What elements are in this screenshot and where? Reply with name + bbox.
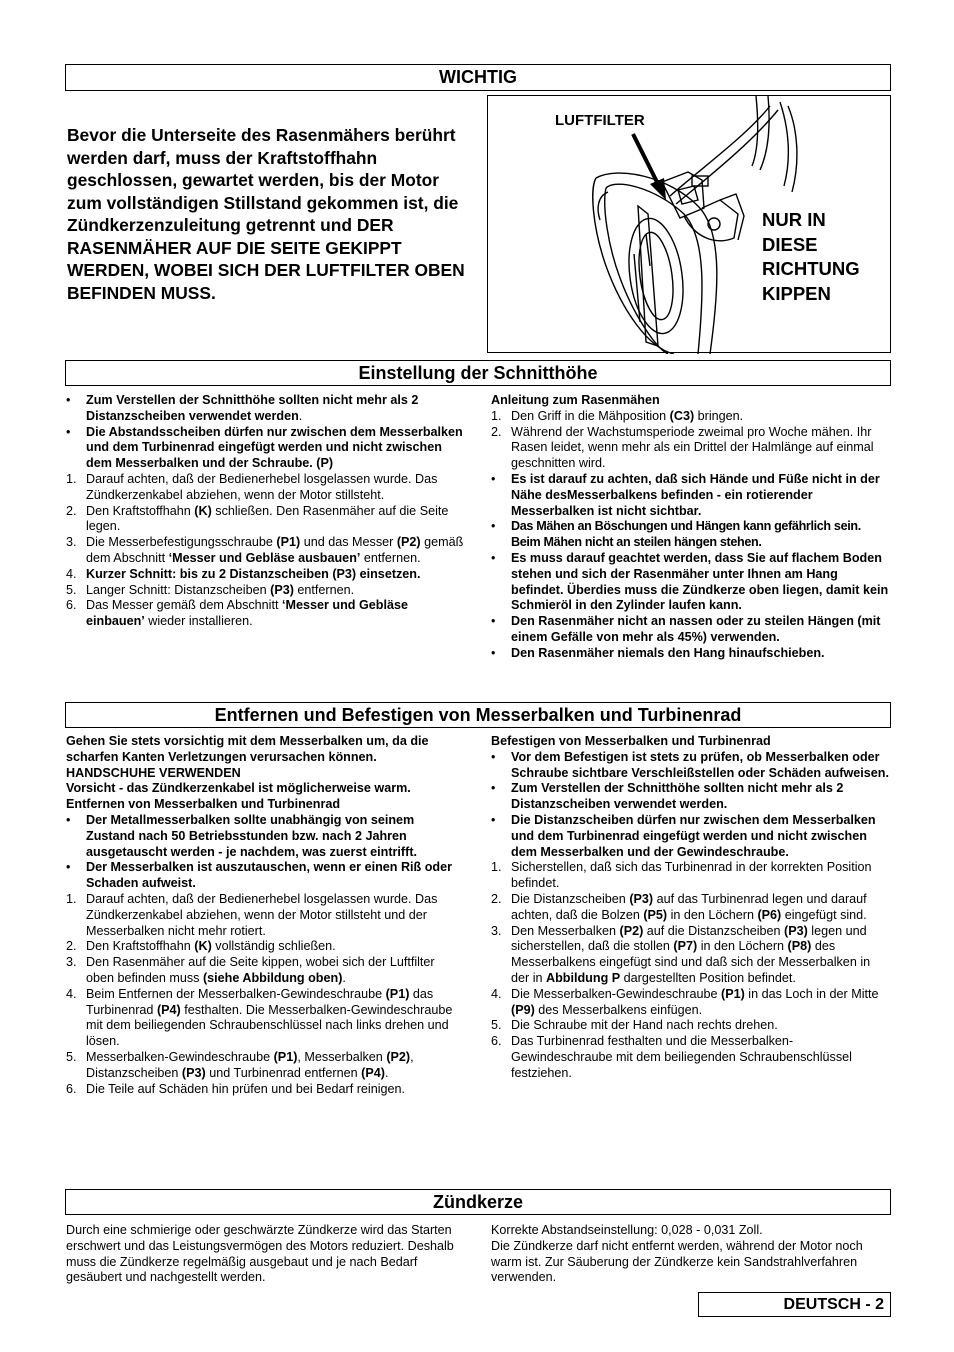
mower-figure bbox=[487, 95, 891, 353]
list-marker: • bbox=[491, 645, 496, 660]
list-item bbox=[491, 750, 891, 782]
list-marker: • bbox=[491, 812, 496, 827]
list-item bbox=[491, 1018, 891, 1034]
schnitthoehe-right bbox=[491, 393, 891, 662]
list-text: Den Messerbalken (P2) auf die Distanzscheiben (P3) legen und sicherstellen, daß die stollen (P7) in den Löchern (P8) des Messerbalkens eingefügt sind und daß sich der Messerbalken in der in Abbildung P dargestellten Position befindet. bbox=[511, 923, 871, 985]
list-marker: • bbox=[66, 860, 71, 875]
list-text: Die Distanzscheiben (P3) auf das Turbinenrad legen und darauf achten, daß die Bolzen (P5) in den Löchern (P6) eingefügt sind. bbox=[511, 891, 867, 922]
list-text: Langer Schnitt: Distanzscheiben (P3) entfernen. bbox=[86, 582, 355, 597]
list-marker: 5. bbox=[66, 582, 77, 597]
list-item bbox=[66, 393, 466, 425]
install-heading: Befestigen von Messerbalken und Turbinenrad bbox=[491, 734, 771, 748]
list-text: Messerbalken-Gewindeschraube (P1), Messerbalken (P2), Distanzscheiben (P3) und Turbinenrad entfernen (P4). bbox=[86, 1049, 414, 1080]
messerbalken-intro bbox=[66, 734, 466, 813]
list-item bbox=[66, 860, 466, 892]
list-marker: 3. bbox=[66, 535, 77, 550]
tip-line: RICHTUNG bbox=[762, 258, 860, 279]
schnitthoehe-left bbox=[66, 393, 466, 630]
list-marker: • bbox=[491, 471, 496, 486]
tip-line: DIESE bbox=[762, 233, 818, 255]
list-marker: • bbox=[66, 812, 71, 827]
list-item bbox=[491, 813, 891, 860]
install-list bbox=[491, 750, 891, 1082]
list-marker: 1. bbox=[491, 860, 502, 875]
list-item bbox=[66, 813, 466, 860]
list-marker: 4. bbox=[491, 986, 502, 1001]
list-item bbox=[66, 598, 466, 630]
messerbalken-right bbox=[491, 734, 891, 1082]
list-text: Die Teile auf Schäden hin prüfen und bei Bedarf reinigen. bbox=[86, 1081, 406, 1096]
list-text: Darauf achten, daß der Bedienerhebel losgelassen wurde. Das Zündkerzenkabel abziehen, wenn der Motor stillsteht. bbox=[86, 471, 438, 502]
messerbalken-header: Entfernen und Befestigen von Messerbalken und Turbinenrad bbox=[65, 702, 891, 728]
list-item bbox=[491, 472, 891, 519]
list-text: Zum Verstellen der Schnitthöhe sollten nicht mehr als 2 Distanzscheiben verwendet werden. bbox=[86, 393, 419, 423]
list-text: Die Distanzscheiben dürfen nur zwischen dem Messerbalken und dem Turbinenrad eingefügt werden und nicht zwischen dem Messerbalken und der Gewindeschraube. bbox=[511, 812, 876, 859]
list-text: Die Messerbefestigungsschraube (P1) und das Messer (P2) gemäß dem Abschnitt ‘Messer und Gebläse ausbauen’ entfernen. bbox=[86, 535, 464, 565]
list-marker: 3. bbox=[491, 923, 502, 938]
list-text: Die Schraube mit der Hand nach rechts drehen. bbox=[511, 1018, 778, 1033]
list-text: Während der Wachstumsperiode zweimal pro Woche mähen. Ihr Rasen leidet, wenn mehr als ein Drittel der Halmlänge auf einmal geschnitten wird. bbox=[511, 424, 874, 471]
list-marker: • bbox=[491, 749, 496, 764]
list-item bbox=[491, 781, 891, 813]
schnitthoehe-header: Einstellung der Schnitthöhe bbox=[65, 360, 891, 386]
list-item bbox=[491, 860, 891, 892]
list-text: Kurzer Schnitt: bis zu 2 Distanzscheiben (P3) einsetzen. bbox=[86, 566, 421, 581]
zuendkerze-text: Durch eine schmierige oder geschwärzte Zündkerze wird das Starten erschwert und das Leistungsvermögen des Motors reduziert. Deshalb muss die Zündkerze regelmäßig ausgebaut und je nach Bedarf gesäubert und nachgestellt werden. bbox=[66, 1223, 454, 1285]
list-marker: • bbox=[66, 393, 71, 407]
list-marker: 6. bbox=[66, 598, 77, 613]
list-text: Es muss darauf geachtet werden, dass Sie auf flachem Boden stehen und sich der Rasenmäher unter Ihnen am Hang befindet. Überdies muss die Zündkerze oben liegen, damit kein Schmieröl in den Zylinder laufen kann. bbox=[511, 550, 889, 613]
list-item bbox=[491, 924, 891, 987]
list-item bbox=[66, 425, 466, 472]
list-item bbox=[491, 551, 891, 614]
list-marker: 4. bbox=[66, 566, 77, 581]
list-item bbox=[491, 409, 891, 425]
list-text: Darauf achten, daß der Bedienerhebel losgelassen wurde. Das Zündkerzenkabel abziehen, wenn der Motor stillsteht und der Messerbalken nicht mehr rotiert. bbox=[86, 891, 438, 938]
gap-setting: Korrekte Abstandseinstellung: 0,028 - 0,031 Zoll. bbox=[491, 1223, 763, 1237]
list-item bbox=[66, 955, 466, 987]
list-text: Beim Entfernen der Messerbalken-Gewindeschraube (P1) das Turbinenrad (P4) festhalten. Die Messerbalken-Gewindeschraube mit dem beiliegenden Schraubenschlüssel nach links drehen und lösen. bbox=[86, 986, 453, 1049]
list-text: Das Mähen an Böschungen und Hängen kann gefährlich sein. Beim Mähen nicht an steilen hängen stehen. bbox=[511, 519, 861, 550]
list-item bbox=[66, 892, 466, 939]
list-item bbox=[66, 504, 466, 536]
paragraph: Entfernen von Messerbalken und Turbinenrad bbox=[66, 797, 341, 812]
tip-line: NUR IN bbox=[762, 209, 826, 230]
list-item bbox=[491, 1034, 891, 1081]
mow-guide-list bbox=[491, 409, 891, 662]
mow-guide-heading: Anleitung zum Rasenmähen bbox=[491, 393, 660, 407]
list-item bbox=[491, 425, 891, 472]
wichtig-warning: Bevor die Unterseite des Rasenmähers berührt werden darf, muss der Kraftstoffhahn geschlossen, gewartet werden, bis der Motor zum vollständigen Stillstand gekommen ist, die Zündkerzenzuleitung getrennt und DER RASENMÄHER AUF DIE SEITE GEKIPPT WERDEN, WOBEI SICH DER LUFTFILTER OBEN BEFINDEN MUSS. bbox=[67, 125, 465, 303]
zuendkerze-right bbox=[491, 1223, 891, 1286]
figure-label-tip bbox=[762, 208, 860, 306]
list-text: Den Kraftstoffhahn (K) schließen. Den Rasenmäher auf die Seite legen. bbox=[86, 503, 449, 534]
list-marker: 2. bbox=[66, 503, 77, 518]
list-item bbox=[491, 614, 891, 646]
list-item bbox=[491, 987, 891, 1019]
list-marker: 6. bbox=[491, 1034, 502, 1049]
tip-line: KIPPEN bbox=[762, 282, 831, 304]
list-text: Den Rasenmäher auf die Seite kippen, wobei sich der Luftfilter oben befinden muss (siehe Abbildung oben). bbox=[86, 955, 435, 985]
list-marker: 5. bbox=[66, 1049, 77, 1064]
list-text: Das Messer gemäß dem Abschnitt ‘Messer und Gebläse einbauen’ wieder installieren. bbox=[86, 598, 408, 629]
list-text: Es ist darauf zu achten, daß sich Hände und Füße nicht in der Nähe desMesserbalkens befinden - ein rotierender Messerbalken ist nicht sichtbar. bbox=[511, 471, 880, 518]
list-marker: 1. bbox=[66, 471, 77, 486]
paragraph: Gehen Sie stets vorsichtig mit dem Messerbalken um, da die scharfen Kanten Verletzungen verursachen können. HANDSCHUHE VERWENDEN bbox=[66, 734, 429, 780]
list-marker: 2. bbox=[66, 939, 77, 954]
list-marker: 4. bbox=[66, 986, 77, 1001]
list-marker: 6. bbox=[66, 1081, 77, 1096]
list-text: Den Rasenmäher niemals den Hang hinaufschieben. bbox=[511, 645, 825, 660]
list-item bbox=[66, 472, 466, 504]
zuendkerze-left bbox=[66, 1223, 471, 1286]
list-text: Die Messerbalken-Gewindeschraube (P1) in das Loch in der Mitte (P9) des Messerbalkens einfügen. bbox=[511, 986, 879, 1017]
list-marker: • bbox=[66, 424, 71, 439]
zuendkerze-header: Zündkerze bbox=[65, 1189, 891, 1215]
removal-list bbox=[66, 813, 466, 1097]
list-item bbox=[491, 646, 891, 662]
wichtig-header: WICHTIG bbox=[65, 64, 891, 91]
messerbalken-left bbox=[66, 734, 466, 1097]
list-item bbox=[66, 583, 466, 599]
list-marker: 2. bbox=[491, 424, 502, 439]
page-footer: DEUTSCH - 2 bbox=[698, 1292, 891, 1317]
figure-label-luftfilter: LUFTFILTER bbox=[555, 112, 645, 129]
zuendkerze-caution: Die Zündkerze darf nicht entfernt werden, während der Motor noch warm ist. Zur Säuberung der Zündkerze kein Sandstrahlverfahren verwenden. bbox=[491, 1238, 863, 1285]
list-text: Den Griff in die Mähposition (C3) bringen. bbox=[511, 408, 744, 423]
list-marker: • bbox=[491, 614, 496, 629]
list-marker: • bbox=[491, 519, 496, 534]
list-text: Das Turbinenrad festhalten und die Messerbalken-Gewindeschraube mit dem beiliegenden Schraubenschlüssel festziehen. bbox=[511, 1034, 852, 1080]
list-marker: • bbox=[491, 781, 496, 796]
list-text: Vor dem Befestigen ist stets zu prüfen, ob Messerbalken oder Schraube sichtbare Verschleißstellen oder Schäden aufweisen. bbox=[511, 749, 889, 780]
list-text: Der Messerbalken ist auszutauschen, wenn er einen Riß oder Schaden aufweist. bbox=[86, 860, 453, 891]
list-item bbox=[66, 939, 466, 955]
list-item bbox=[491, 519, 891, 551]
list-item bbox=[66, 1050, 466, 1082]
list-text: Die Abstandsscheiben dürfen nur zwischen dem Messerbalken und dem Turbinenrad eingefügt werden und nicht zwischen dem Messerbalken und der Schraube. (P) bbox=[86, 424, 463, 471]
list-marker: 2. bbox=[491, 891, 502, 906]
list-text: Den Kraftstoffhahn (K) vollständig schließen. bbox=[86, 939, 336, 954]
list-text: Den Rasenmäher nicht an nassen oder zu steilen Hängen (mit einem Gefälle von mehr als 45%) verwenden. bbox=[511, 614, 881, 644]
list-text: Sicherstellen, daß sich das Turbinenrad in der korrekten Position befindet. bbox=[511, 860, 872, 891]
list-item bbox=[66, 1082, 466, 1098]
list-item bbox=[66, 567, 466, 583]
list-marker: 1. bbox=[66, 891, 77, 906]
list-text: Der Metallmesserbalken sollte unabhängig von seinem Zustand nach 50 Betriebsstunden bzw. nach 2 Jahren ausgetauscht werden - je nachdem, was zuerst eintrifft. bbox=[86, 812, 418, 859]
list-marker: 1. bbox=[491, 408, 502, 423]
paragraph: Vorsicht - das Zündkerzenkabel ist möglicherweise warm. bbox=[66, 781, 411, 796]
list-marker: 3. bbox=[66, 955, 77, 970]
list-item bbox=[66, 987, 466, 1050]
list-text: Zum Verstellen der Schnitthöhe sollten nicht mehr als 2 Distanzscheiben verwendet werden. bbox=[511, 781, 844, 812]
list-item bbox=[66, 535, 466, 567]
list-marker: • bbox=[491, 550, 496, 565]
list-marker: 5. bbox=[491, 1018, 502, 1033]
list-item bbox=[491, 892, 891, 924]
